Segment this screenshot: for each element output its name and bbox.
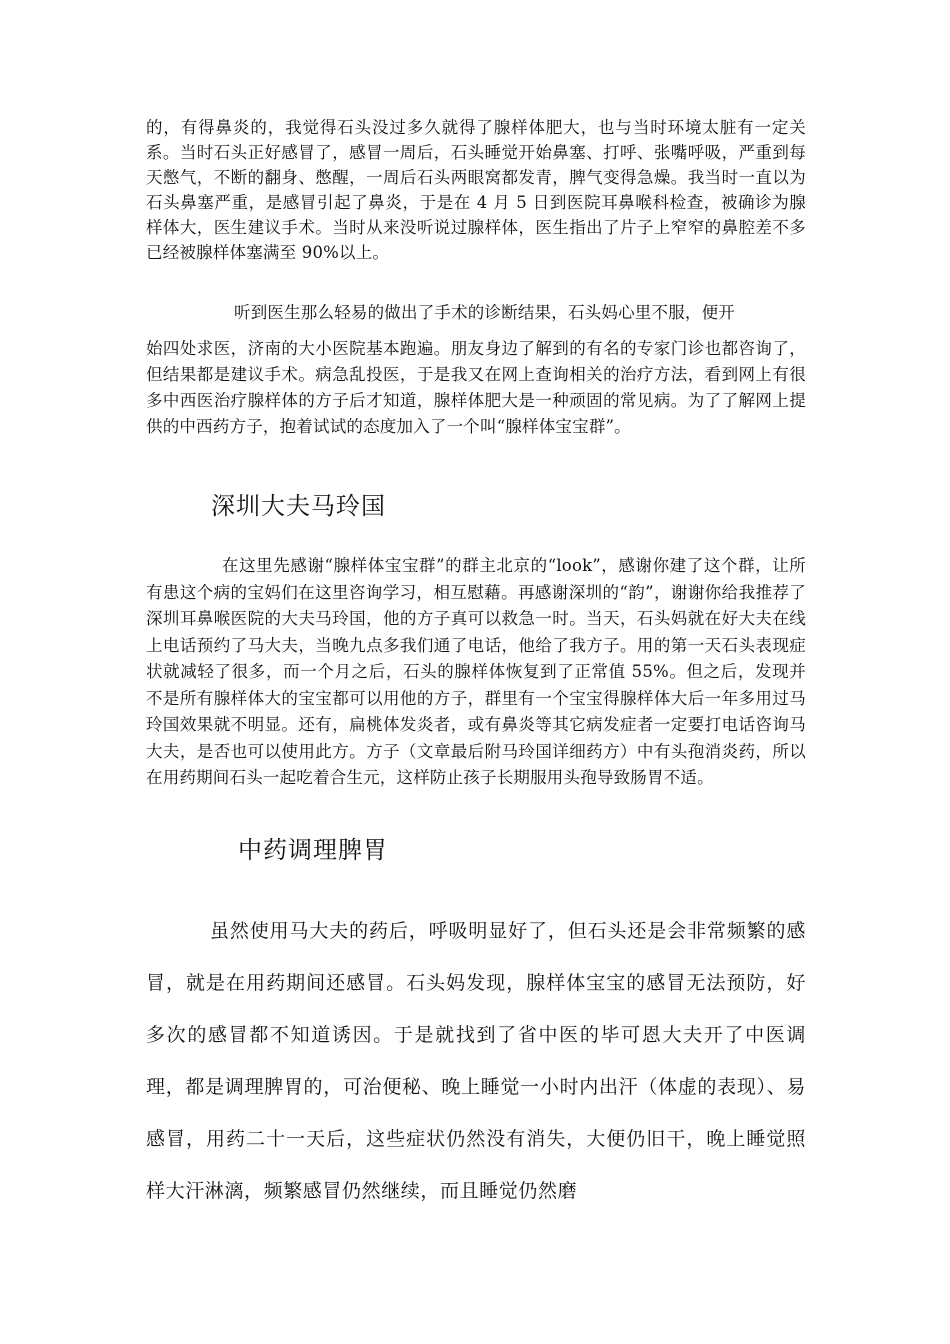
paragraph-tcm	[146, 905, 806, 1217]
section-heading-shenzhen-doctor: 深圳大夫马玲国	[211, 492, 386, 520]
paragraph-thanks	[146, 553, 806, 792]
paragraph-diagnosis-first-line: 听到医生那么轻易的做出了手术的诊断结果，石头妈心里不服，便开	[234, 303, 735, 322]
paragraph-intro: 的，有得鼻炎的，我觉得石头没过多久就得了腺样体肥大，也与当时环境太脏有一定关系。当时石头正好感冒了，感冒一周后，石头睡觉开始鼻塞、打呼、张嘴呼吸，严重到每天憋气，不断的翻身、憋醒，一周后石头两眼窝都发青，脾气变得急燥。我当时一直以为石头鼻塞严重，是感冒引起了鼻炎，于是在 4 月 5 日到医院耳鼻喉科检查，被确诊为腺样体大，医生建议手术。当时从来没听说过腺样体，医生指出了片子上窄窄的鼻腔差不多已经被腺样体塞满至 90%以上。	[146, 118, 806, 262]
section-heading-tcm: 中药调理脾胃	[238, 836, 388, 864]
paragraph-diagnosis-rest: 始四处求医，济南的大小医院基本跑遍。朋友身边了解到的有名的专家门诊也都咨询了，但结果都是建议手术。病急乱投医，于是我又在网上查询相关的治疗方法，看到网上有很多中西医治疗腺样体的方子后才知道，腺样体肥大是一种顽固的常见病。为了了解网上提供的中西药方子，抱着试试的态度加入了一个叫“腺样体宝宝群”。	[146, 339, 806, 436]
paragraph-diagnosis	[146, 300, 806, 440]
paragraph-tcm-text: 虽然使用马大夫的药后，呼吸明显好了，但石头还是会非常频繁的感冒，就是在用药期间还感冒。石头妈发现，腺样体宝宝的感冒无法预防，好多次的感冒都不知道诱因。于是就找到了省中医的毕可恩大夫开了中医调理，都是调理脾胃的，可治便秘、晚上睡觉一小时内出汗（体虚的表现）、易感冒，用药二十一天后，这些症状仍然没有消失，大便仍旧干，晚上睡觉照样大汗淋漓，频繁感冒仍然继续，而且睡觉仍然磨	[146, 920, 806, 1202]
paragraph-thanks-text: 在这里先感谢“腺样体宝宝群”的群主北京的“look”，感谢你建了这个群，让所有患这个病的宝妈们在这里咨询学习，相互慰藉。再感谢深圳的“韵”，谢谢你给我推荐了深圳耳鼻喉医院的大夫马玲国，他的方子真可以救急一时。当天，石头妈就在好大夫在线上电话预约了马大夫，当晚九点多我们通了电话，他给了我方子。用的第一天石头表现症状就减轻了很多，而一个月之后，石头的腺样体恢复到了正常值 55%。但之后，发现并不是所有腺样体大的宝宝都可以用他的方子，群里有一个宝宝得腺样体大后一年多用过马玲国效果就不明显。还有，扁桃体发炎者，或有鼻炎等其它病发症者一定要打电话咨询马大夫，是否也可以使用此方。方子（文章最后附马玲国详细药方）中有头孢消炎药，所以在用药期间石头一起吃着合生元，这样防止孩子长期服用头孢导致肠胃不适。	[146, 556, 806, 787]
